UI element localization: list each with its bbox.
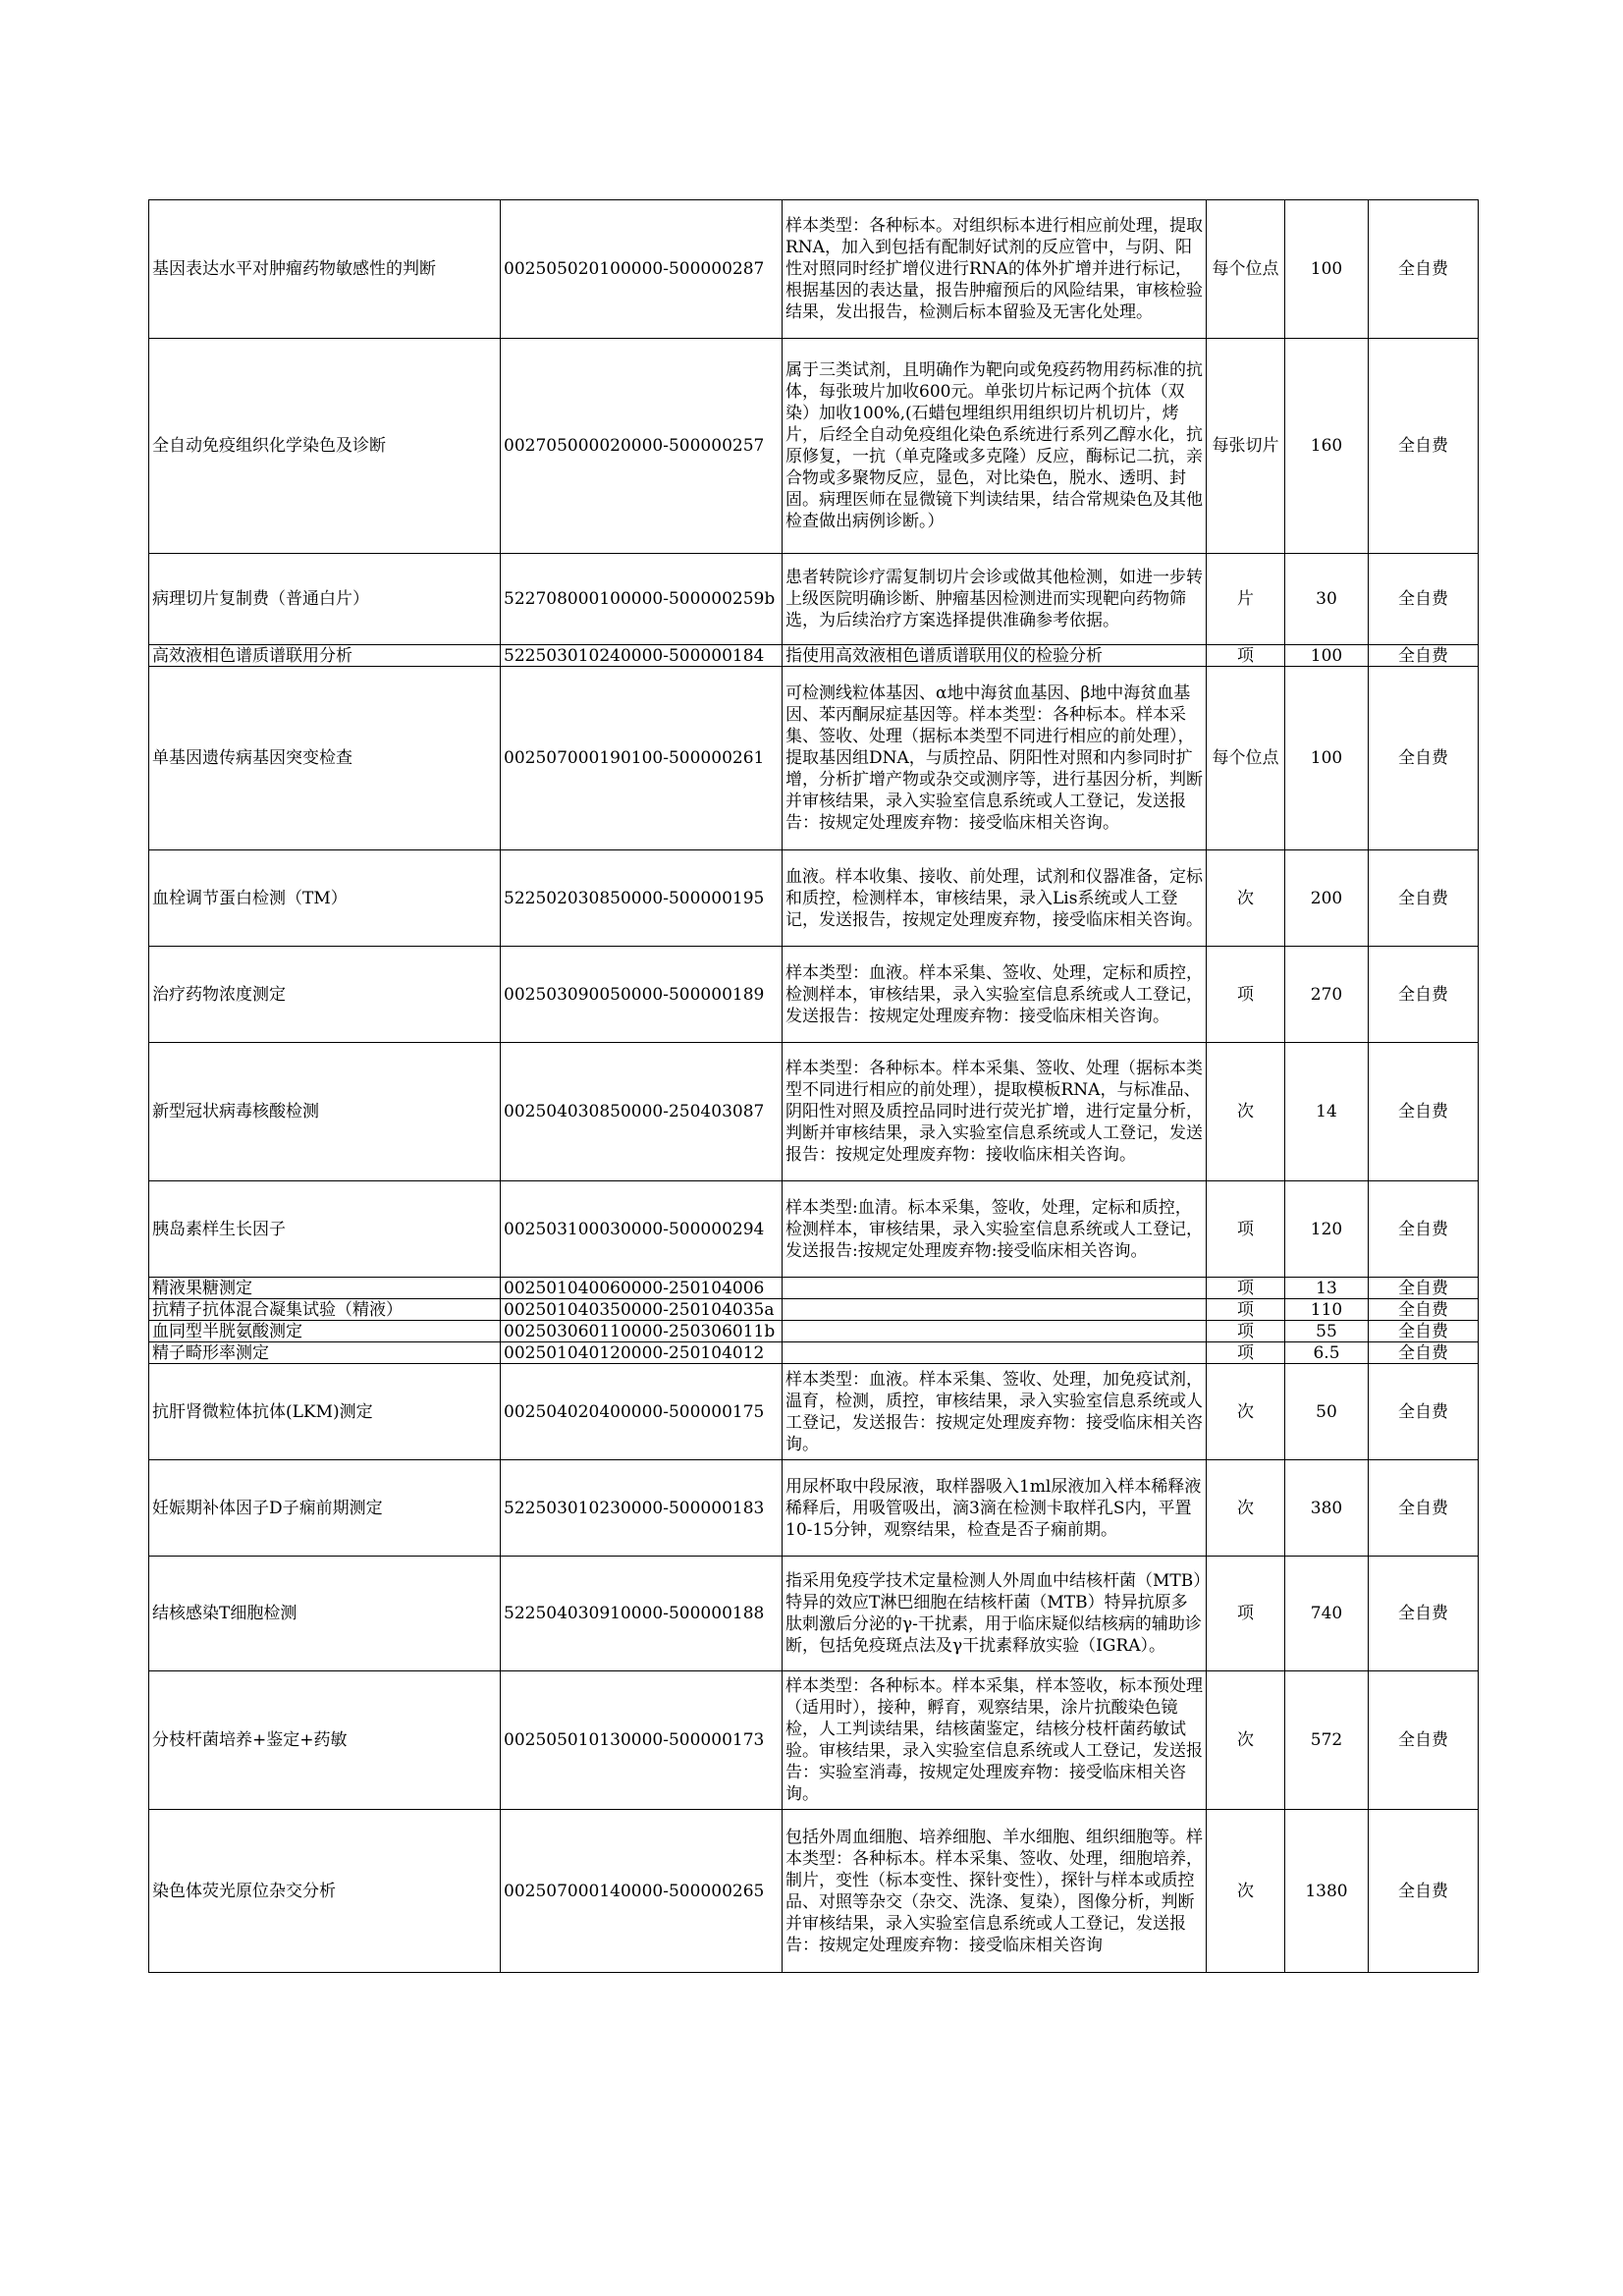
item-name: 血栓调节蛋白检测（TM） bbox=[149, 850, 501, 947]
table-row bbox=[149, 554, 1479, 645]
item-unit: 次 bbox=[1207, 1364, 1285, 1460]
item-description: 指使用高效液相色谱质谱联用仪的检验分析 bbox=[783, 645, 1207, 667]
table-row bbox=[149, 1460, 1479, 1557]
item-code: 002503100030000-500000294 bbox=[501, 1181, 783, 1278]
item-price: 572 bbox=[1285, 1671, 1369, 1810]
table-row bbox=[149, 1810, 1479, 1973]
item-unit: 每个位点 bbox=[1207, 667, 1285, 850]
item-unit: 次 bbox=[1207, 850, 1285, 947]
item-name: 治疗药物浓度测定 bbox=[149, 947, 501, 1043]
item-code: 002501040120000-250104012 bbox=[501, 1342, 783, 1364]
item-name: 单基因遗传病基因突变检查 bbox=[149, 667, 501, 850]
table-row bbox=[149, 1671, 1479, 1810]
item-price: 14 bbox=[1285, 1043, 1369, 1181]
payment-type: 全自费 bbox=[1369, 850, 1479, 947]
payment-type: 全自费 bbox=[1369, 1671, 1479, 1810]
table-row bbox=[149, 850, 1479, 947]
item-name: 新型冠状病毒核酸检测 bbox=[149, 1043, 501, 1181]
item-description bbox=[783, 1299, 1207, 1321]
item-unit: 项 bbox=[1207, 1278, 1285, 1299]
item-unit: 次 bbox=[1207, 1671, 1285, 1810]
item-price: 380 bbox=[1285, 1460, 1369, 1557]
table-row bbox=[149, 1557, 1479, 1671]
table-row bbox=[149, 1342, 1479, 1364]
item-price: 160 bbox=[1285, 339, 1369, 554]
item-name: 结核感染T细胞检测 bbox=[149, 1557, 501, 1671]
item-price: 110 bbox=[1285, 1299, 1369, 1321]
item-code: 522503010230000-500000183 bbox=[501, 1460, 783, 1557]
item-code: 002505020100000-500000287 bbox=[501, 200, 783, 339]
table-row bbox=[149, 1299, 1479, 1321]
item-unit: 项 bbox=[1207, 1342, 1285, 1364]
item-code: 002507000140000-500000265 bbox=[501, 1810, 783, 1973]
item-unit: 次 bbox=[1207, 1043, 1285, 1181]
item-code: 002504020400000-500000175 bbox=[501, 1364, 783, 1460]
table-row bbox=[149, 947, 1479, 1043]
item-name: 妊娠期补体因子D子痫前期测定 bbox=[149, 1460, 501, 1557]
item-description: 指采用免疫学技术定量检测人外周血中结核杆菌（MTB）特异的效应T淋巴细胞在结核杆菌（MTB）特异抗原多肽刺激后分泌的γ-干扰素，用于临床疑似结核病的辅助诊断，包括免疫斑点法及γ干扰素释放实验（IGRA）。 bbox=[783, 1557, 1207, 1671]
item-price: 100 bbox=[1285, 200, 1369, 339]
item-description: 血液。样本收集、接收、前处理，试剂和仪器准备，定标和质控，检测样本，审核结果，录入Lis系统或人工登记，发送报告，按规定处理废弃物，接受临床相关咨询。 bbox=[783, 850, 1207, 947]
table-row bbox=[149, 1278, 1479, 1299]
table-row bbox=[149, 667, 1479, 850]
payment-type: 全自费 bbox=[1369, 947, 1479, 1043]
item-code: 002507000190100-500000261 bbox=[501, 667, 783, 850]
item-description: 包括外周血细胞、培养细胞、羊水细胞、组织细胞等。样本类型：各种标本。样本采集、签收、处理，细胞培养，制片，变性（标本变性、探针变性），探针与样本或质控品、对照等杂交（杂交、洗涤、复染），图像分析，判断并审核结果，录入实验室信息系统或人工登记，发送报告：按规定处理废弃物：接受临床相关咨询 bbox=[783, 1810, 1207, 1973]
item-unit: 次 bbox=[1207, 1810, 1285, 1973]
table-row bbox=[149, 1321, 1479, 1342]
table-row bbox=[149, 1364, 1479, 1460]
item-name: 抗精子抗体混合凝集试验（精液） bbox=[149, 1299, 501, 1321]
item-name: 基因表达水平对肿瘤药物敏感性的判断 bbox=[149, 200, 501, 339]
item-description: 样本类型：血液。样本采集、签收、处理，加免疫试剂，温育，检测，质控，审核结果，录入实验室信息系统或人工登记，发送报告：按规定处理废弃物：接受临床相关咨询。 bbox=[783, 1364, 1207, 1460]
item-description: 样本类型:血清。标本采集，签收，处理，定标和质控，检测样本，审核结果，录入实验室信息系统或人工登记，发送报告:按规定处理废弃物:接受临床相关咨询。 bbox=[783, 1181, 1207, 1278]
payment-type: 全自费 bbox=[1369, 1278, 1479, 1299]
item-unit: 项 bbox=[1207, 1299, 1285, 1321]
payment-type: 全自费 bbox=[1369, 339, 1479, 554]
payment-type: 全自费 bbox=[1369, 1043, 1479, 1181]
item-unit: 每张切片 bbox=[1207, 339, 1285, 554]
payment-type: 全自费 bbox=[1369, 1460, 1479, 1557]
item-name: 高效液相色谱质谱联用分析 bbox=[149, 645, 501, 667]
item-unit: 项 bbox=[1207, 1321, 1285, 1342]
item-unit: 次 bbox=[1207, 1460, 1285, 1557]
table-row bbox=[149, 339, 1479, 554]
table-row bbox=[149, 1181, 1479, 1278]
item-name: 精液果糖测定 bbox=[149, 1278, 501, 1299]
payment-type: 全自费 bbox=[1369, 1364, 1479, 1460]
item-code: 522708000100000-500000259b bbox=[501, 554, 783, 645]
item-code: 522503010240000-500000184 bbox=[501, 645, 783, 667]
table-row bbox=[149, 200, 1479, 339]
item-unit: 项 bbox=[1207, 1557, 1285, 1671]
item-description: 样本类型：各种标本。样本采集、签收、处理（据标本类型不同进行相应的前处理），提取模板RNA，与标准品、阴阳性对照及质控品同时进行荧光扩增，进行定量分析，判断并审核结果，录入实验室信息系统或人工登记，发送报告：按规定处理废弃物：接收临床相关咨询。 bbox=[783, 1043, 1207, 1181]
item-price: 13 bbox=[1285, 1278, 1369, 1299]
item-unit: 项 bbox=[1207, 947, 1285, 1043]
item-name: 胰岛素样生长因子 bbox=[149, 1181, 501, 1278]
item-name: 抗肝肾微粒体抗体(LKM)测定 bbox=[149, 1364, 501, 1460]
item-code: 002503090050000-500000189 bbox=[501, 947, 783, 1043]
item-name: 精子畸形率测定 bbox=[149, 1342, 501, 1364]
item-price: 55 bbox=[1285, 1321, 1369, 1342]
item-code: 002504030850000-250403087 bbox=[501, 1043, 783, 1181]
item-price: 100 bbox=[1285, 645, 1369, 667]
item-name: 染色体荧光原位杂交分析 bbox=[149, 1810, 501, 1973]
item-code: 002501040060000-250104006 bbox=[501, 1278, 783, 1299]
item-description: 属于三类试剂，且明确作为靶向或免疫药物用药标准的抗体，每张玻片加收600元。单张切片标记两个抗体（双染）加收100%,(石蜡包埋组织用组织切片机切片，烤片，后经全自动免疫组化染色系统进行系列乙醇水化，抗原修复，一抗（单克隆或多克隆）反应，酶标记二抗，亲合物或多聚物反应，显色，对比染色，脱水、透明、封固。病理医师在显微镜下判读结果，结合常规染色及其他检查做出病例诊断。） bbox=[783, 339, 1207, 554]
item-description bbox=[783, 1278, 1207, 1299]
item-name: 病理切片复制费（普通白片） bbox=[149, 554, 501, 645]
item-price: 50 bbox=[1285, 1364, 1369, 1460]
payment-type: 全自费 bbox=[1369, 1557, 1479, 1671]
payment-type: 全自费 bbox=[1369, 1342, 1479, 1364]
payment-type: 全自费 bbox=[1369, 1181, 1479, 1278]
table-row bbox=[149, 1043, 1479, 1181]
item-price: 100 bbox=[1285, 667, 1369, 850]
item-code: 002505010130000-500000173 bbox=[501, 1671, 783, 1810]
item-description bbox=[783, 1321, 1207, 1342]
item-code: 522504030910000-500000188 bbox=[501, 1557, 783, 1671]
item-unit: 每个位点 bbox=[1207, 200, 1285, 339]
payment-type: 全自费 bbox=[1369, 1299, 1479, 1321]
payment-type: 全自费 bbox=[1369, 667, 1479, 850]
item-price: 200 bbox=[1285, 850, 1369, 947]
payment-type: 全自费 bbox=[1369, 645, 1479, 667]
item-unit: 片 bbox=[1207, 554, 1285, 645]
item-unit: 项 bbox=[1207, 1181, 1285, 1278]
item-code: 522502030850000-500000195 bbox=[501, 850, 783, 947]
payment-type: 全自费 bbox=[1369, 1321, 1479, 1342]
item-code: 002501040350000-250104035a bbox=[501, 1299, 783, 1321]
item-code: 002503060110000-250306011b bbox=[501, 1321, 783, 1342]
item-price: 30 bbox=[1285, 554, 1369, 645]
item-description bbox=[783, 1342, 1207, 1364]
payment-type: 全自费 bbox=[1369, 200, 1479, 339]
item-description: 可检测线粒体基因、α地中海贫血基因、β地中海贫血基因、苯丙酮尿症基因等。样本类型：各种标本。样本采集、签收、处理（据标本类型不同进行相应的前处理），提取基因组DNA，与质控品、阴阳性对照和内参同时扩增，分析扩增产物或杂交或测序等，进行基因分析，判断并审核结果，录入实验室信息系统或人工登记，发送报告：按规定处理废弃物：接受临床相关咨询。 bbox=[783, 667, 1207, 850]
payment-type: 全自费 bbox=[1369, 554, 1479, 645]
item-code: 002705000020000-500000257 bbox=[501, 339, 783, 554]
payment-type: 全自费 bbox=[1369, 1810, 1479, 1973]
item-description: 用尿杯取中段尿液，取样器吸入1ml尿液加入样本稀释液稀释后，用吸管吸出，滴3滴在检测卡取样孔S内，平置10-15分钟，观察结果，检查是否子痫前期。 bbox=[783, 1460, 1207, 1557]
item-name: 血同型半胱氨酸测定 bbox=[149, 1321, 501, 1342]
item-price: 740 bbox=[1285, 1557, 1369, 1671]
item-description: 样本类型：血液。样本采集、签收、处理，定标和质控，检测样本，审核结果，录入实验室信息系统或人工登记，发送报告：按规定处理废弃物：接受临床相关咨询。 bbox=[783, 947, 1207, 1043]
table-row bbox=[149, 645, 1479, 667]
item-unit: 项 bbox=[1207, 645, 1285, 667]
item-price: 120 bbox=[1285, 1181, 1369, 1278]
item-price: 270 bbox=[1285, 947, 1369, 1043]
item-description: 样本类型：各种标本。对组织标本进行相应前处理，提取RNA，加入到包括有配制好试剂的反应管中，与阴、阳性对照同时经扩增仪进行RNA的体外扩增并进行标记，根据基因的表达量，报告肿瘤预后的风险结果，审核检验结果，发出报告，检测后标本留验及无害化处理。 bbox=[783, 200, 1207, 339]
item-name: 全自动免疫组织化学染色及诊断 bbox=[149, 339, 501, 554]
fee-table bbox=[148, 199, 1479, 1973]
item-name: 分枝杆菌培养+鉴定+药敏 bbox=[149, 1671, 501, 1810]
item-description: 样本类型：各种标本。样本采集，样本签收，标本预处理（适用时），接种，孵育，观察结果，涂片抗酸染色镜检，人工判读结果，结核菌鉴定，结核分枝杆菌药敏试验。审核结果，录入实验室信息系统或人工登记，发送报告：实验室消毒，按规定处理废弃物：接受临床相关咨询。 bbox=[783, 1671, 1207, 1810]
item-price: 6.5 bbox=[1285, 1342, 1369, 1364]
item-description: 患者转院诊疗需复制切片会诊或做其他检测，如进一步转上级医院明确诊断、肿瘤基因检测进而实现靶向药物筛选，为后续治疗方案选择提供准确参考依据。 bbox=[783, 554, 1207, 645]
item-price: 1380 bbox=[1285, 1810, 1369, 1973]
